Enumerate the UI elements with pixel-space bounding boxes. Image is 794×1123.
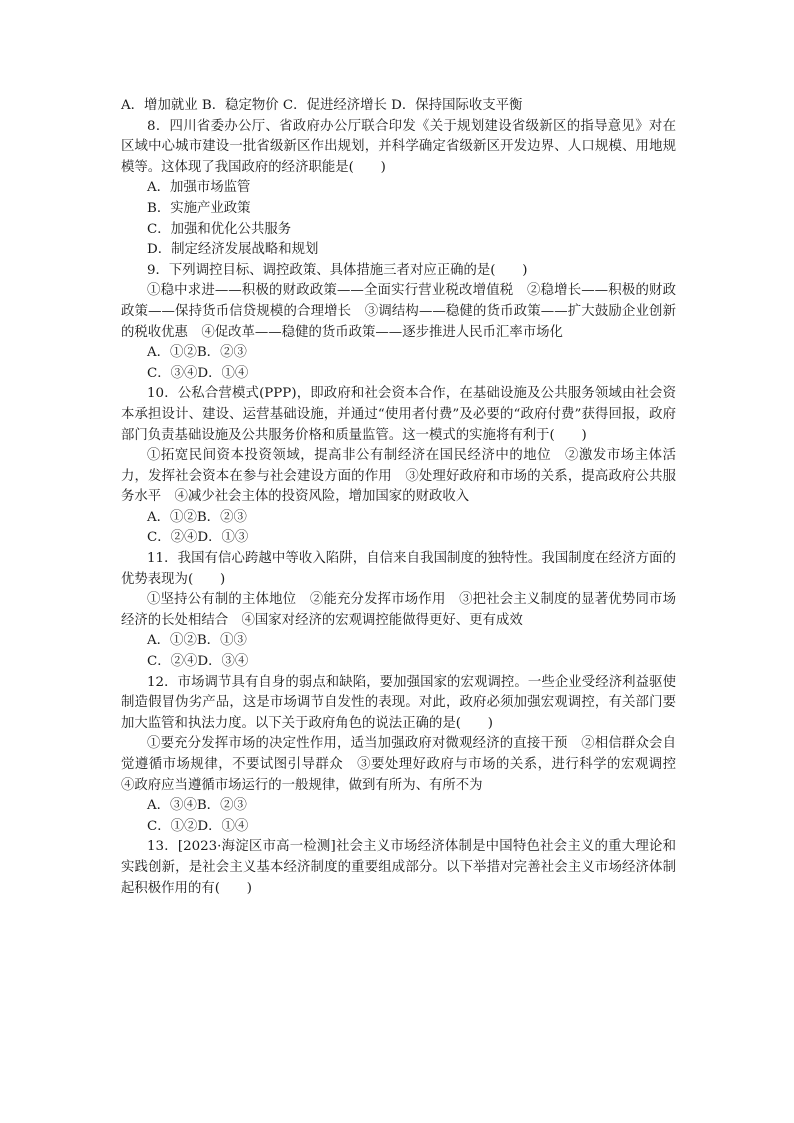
q8-option-a: A．加强市场监管: [147, 180, 251, 196]
q13-stem: 13．[2023·海淀区市高一检测]社会主义市场经济体制是中国特色社会主义的重大理论和实践创新，是社会主义基本经济制度的重要组成部分。以下举措对完善社会主义市场经济体制起积极作用的有( ): [121, 839, 676, 896]
q10-items: ①拓宽民间资本投资领域，提高非公有制经济在国民经济中的地位 ②激发市场主体活力，发挥社会资本在参与社会建设方面的作用 ③处理好政府和市场的关系，提高政府公共服务水平 ④减少社会主体的投资风险，增加国家的财政收入: [121, 448, 676, 505]
q10-stem: 10．公私合营模式(PPP)，即政府和社会资本合作，在基础设施及公共服务领域由社会资本承担设计、建设、运营基础设施，并通过“使用者付费”及必要的“政府付费”获得回报，政府部门负责基础设施及公共服务价格和质量监管。这一模式的实施将有利于( ): [121, 386, 676, 443]
q8-option-d: D．制定经济发展战略和规划: [147, 242, 319, 258]
q9-options-row-1: A．①②B．②③: [147, 345, 247, 361]
question-9: [121, 261, 676, 385]
q8-option-c: C．加强和优化公共服务: [147, 221, 292, 237]
q9-items: ①稳中求进——积极的财政政策——全面实行营业税改增值税 ②稳增长——积极的财政政策——保持货币信贷规模的合理增长 ③调结构——稳健的货币政策——扩大鼓励企业创新的税收优惠 ④促改革——稳健的货币政策——逐步推进人民币汇率市场化: [121, 283, 676, 340]
q10-options-row-2: C．②④D．①③: [147, 530, 249, 546]
q12-options-row-2: C．①②D．①④: [147, 818, 249, 834]
q11-items: ①坚持公有制的主体地位 ②能充分发挥市场作用 ③把社会主义制度的显著优势同市场经济的长处相结合 ④国家对经济的宏观调控能做得更好、更有成效: [121, 592, 676, 628]
question-12: [121, 673, 690, 838]
question-8: [121, 117, 676, 261]
q7-options: A．增加就业 B．稳定物价 C．促进经济增长 D．保持国际收支平衡: [121, 98, 523, 113]
q9-stem: 9．下列调控目标、调控政策、具体措施三者对应正确的是( ): [147, 262, 528, 278]
q11-options-row-2: C．②④D．③④: [147, 654, 249, 670]
q8-stem: 8．四川省委办公厅、省政府办公厅联合印发《关于规划建设省级新区的指导意见》对在区域中心城市建设一批省级新区作出规划，并科学确定省级新区开发边界、人口规模、用地规模等。这体现了我国政府的经济职能是( ): [121, 118, 676, 175]
q12-options-row-1: A．③④B．②③: [147, 798, 247, 814]
q11-stem: 11．我国有信心跨越中等收入陷阱，自信来自我国制度的独特性。我国制度在经济方面的优势表现为( ): [121, 551, 676, 587]
question-13: [121, 837, 676, 899]
q9-options-row-2: C．③④D．①④: [147, 365, 249, 381]
q8-option-b: B．实施产业政策: [147, 200, 251, 216]
q12-items: ①要充分发挥市场的决定性作用，适当加强政府对微观经济的直接干预 ②相信群众会自觉遵循市场规律，不要试图引导群众 ③要处理好政府与市场的关系，进行科学的宏观调控 ④政府应当遵循市场运行的一般规律，做到有所为、有所不为: [121, 736, 690, 793]
question-10: [121, 384, 676, 549]
q10-options-row-1: A．①②B．②③: [147, 509, 247, 525]
question-11: [121, 549, 676, 673]
q12-stem: 12．市场调节具有自身的弱点和缺陷，要加强国家的宏观调控。一些企业受经济利益驱使制造假冒伪劣产品，这是市场调节自发性的表现。对此，政府必须加强宏观调控，有关部门要加大监管和执法力度。以下关于政府角色的说法正确的是( ): [121, 674, 676, 731]
q11-options-row-1: A．①②B．①③: [147, 633, 247, 649]
question-list: [121, 96, 690, 899]
